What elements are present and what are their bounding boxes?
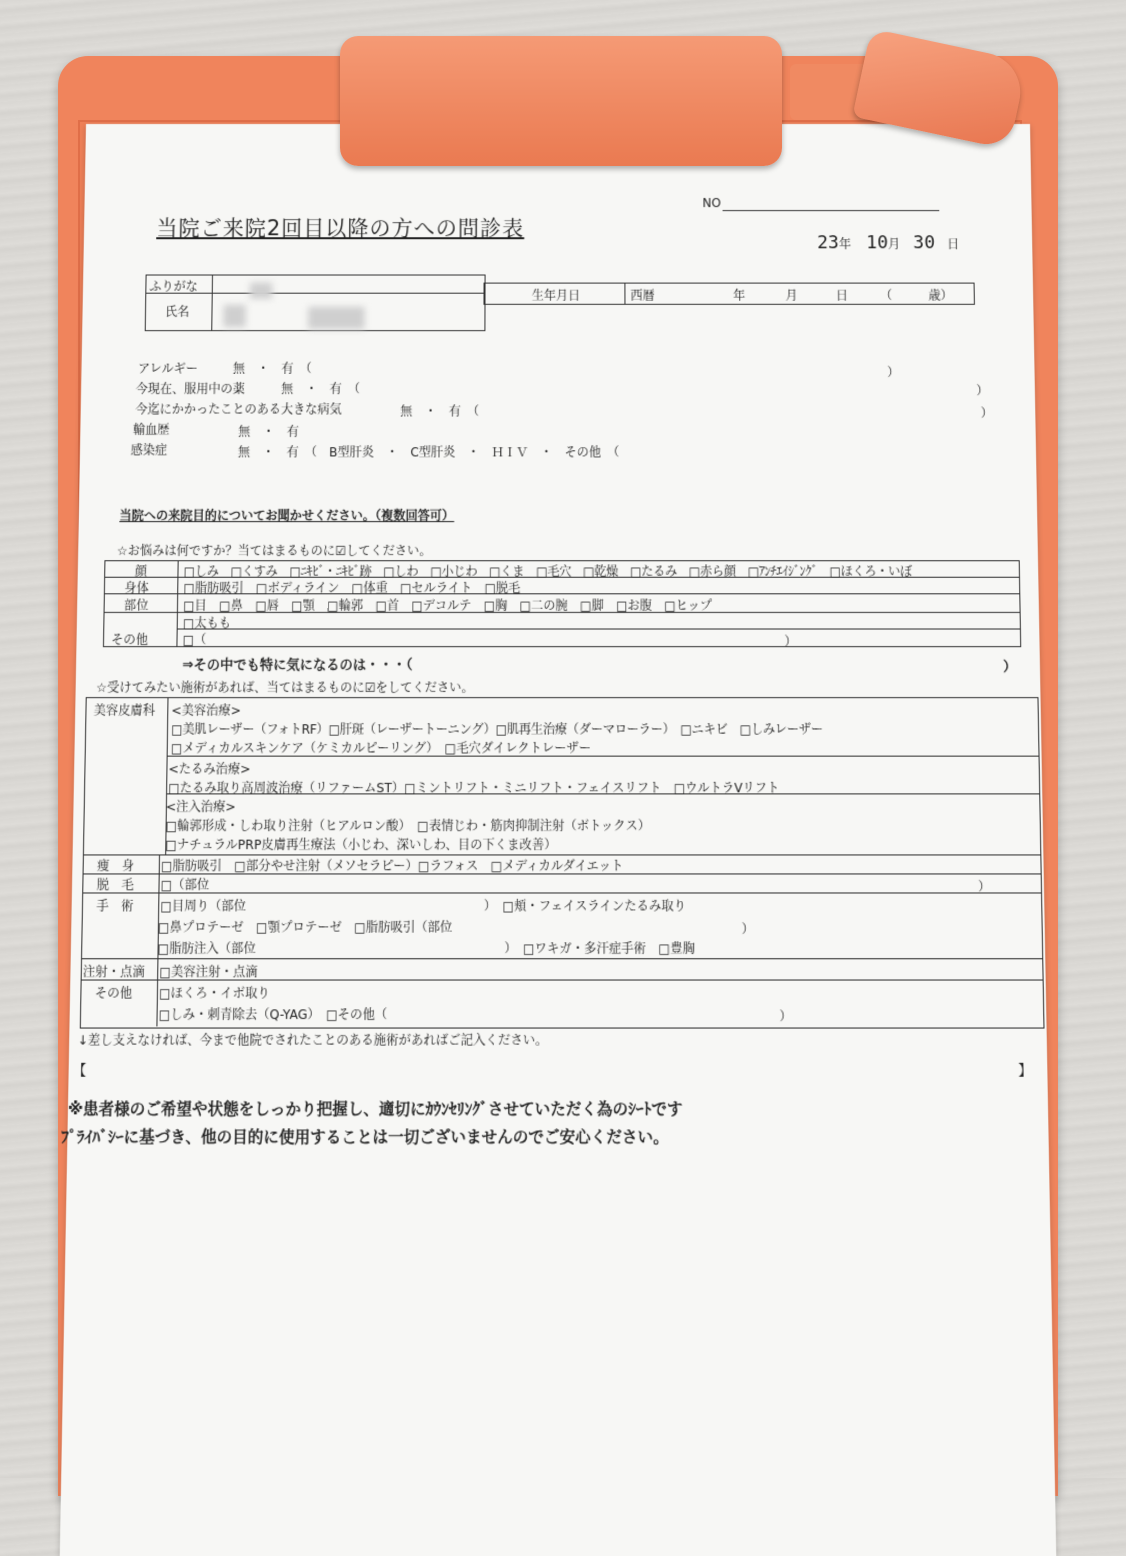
derm-label: 美容皮膚科 bbox=[93, 703, 156, 718]
redacted-furigana bbox=[250, 283, 272, 299]
beauty-options-1[interactable]: □美肌レーザー（フォトRF）□肝斑（レーザートーニング）□肌再生治療（ダーマローラー） □ニキビ □しみレーザー bbox=[171, 722, 823, 737]
drip-label: 注射・点滴 bbox=[82, 964, 145, 980]
page-title: 当院ご来院2回目以降の方への問診表 bbox=[156, 216, 525, 241]
drip-option[interactable]: □美容注射・点滴 bbox=[159, 964, 258, 980]
furigana-label: ふりがな bbox=[149, 279, 198, 294]
illness-options[interactable]: 無 ・ 有 （ bbox=[400, 404, 480, 419]
surgery-option-eye[interactable]: □目周り（部位 bbox=[160, 898, 247, 914]
slim-label: 痩 身 bbox=[96, 858, 135, 874]
worry-other-label: その他 bbox=[111, 632, 149, 648]
age-field[interactable]: （ 歳） bbox=[880, 288, 953, 303]
treatment-heading: ☆受けてみたい施術があれば、当てはまるものに☑をしてください。 bbox=[95, 680, 474, 696]
date-year: 23 bbox=[817, 232, 840, 254]
redacted-name-2 bbox=[308, 307, 365, 329]
surgery-option-fat[interactable]: □脂肪注入（部位 bbox=[157, 941, 257, 957]
worry-area-options[interactable]: □目 □鼻 □唇 □顎 □輪郭 □首 □デコルテ □胸 □二の腕 □脚 □お腹 □ヒップ bbox=[183, 598, 713, 613]
allergy-options[interactable]: 無 ・ 有 （ bbox=[232, 361, 312, 376]
injection-options-1[interactable]: □輪郭形成・しわ取り注射（ヒアルロン酸） □表情じわ・筋肉抑制注射（ボトックス） bbox=[165, 818, 651, 834]
worry-body-label: 身体 bbox=[124, 580, 149, 596]
hair-removal-option[interactable]: □（部位 bbox=[160, 877, 210, 893]
prior-treatment-note: ↓差し支えなければ、今まで他院でされたことのある施術があればご記入ください。 bbox=[77, 1032, 548, 1048]
footer-notice-2: ﾌﾟﾗｲﾊﾞｼｰに基づき、他の目的に使用することは一切ございませんのでご安心ください。 bbox=[61, 1127, 669, 1147]
injection-heading: <注入治療> bbox=[165, 799, 236, 815]
worry-thigh-option[interactable]: □太もも bbox=[182, 616, 232, 631]
worry-face-options[interactable]: □しみ □くすみ □ﾆｷﾋﾞ・ﾆｷﾋﾞ跡 □しわ □小じわ □くま □毛穴 □乾燥 □たるみ □赤ら顔 □ｱﾝﾁｴｲｼﾞﾝｸﾞ □ほくろ・いぼ bbox=[183, 564, 913, 579]
date-day: 30 bbox=[913, 232, 936, 254]
worry-heading: ☆お悩みは何ですか？当てはまるものに☑してください。 bbox=[116, 543, 432, 559]
bracket-open: 【 bbox=[72, 1062, 87, 1079]
medication-label: 今現在、服用中の薬 bbox=[135, 381, 245, 397]
beauty-options-2[interactable]: □メディカルスキンケア（ケミカルピーリング） □毛穴ダイレクトレーザー bbox=[170, 740, 591, 756]
date-month: 10 bbox=[866, 232, 889, 254]
concern-line[interactable]: ⇒その中でも特に気になるのは・・・（ bbox=[182, 657, 413, 674]
clipboard-clip[interactable] bbox=[340, 36, 782, 166]
worry-face-label: 顔 bbox=[134, 564, 148, 579]
birth-label: 生年月日 bbox=[531, 288, 581, 303]
worry-other-option[interactable]: □（ bbox=[182, 632, 207, 648]
footer-notice-1: ※患者様のご希望や状態をしっかり把握し、適切にｶｳﾝｾﾘﾝｸﾞさせていただく為のｼｰﾄです bbox=[67, 1099, 683, 1119]
transfusion-label: 輸血歴 bbox=[132, 422, 170, 438]
worry-body-options[interactable]: □脂肪吸引 □ボディライン □体重 □セルライト □脱毛 bbox=[183, 580, 521, 596]
surgery-option-face[interactable]: ） □頬・フェイスラインたるみ取り bbox=[483, 898, 687, 914]
infection-options[interactable]: 無 ・ 有 （ B型肝炎 ・ C型肝炎 ・ ＨＩＶ ・ その他 （ bbox=[237, 445, 620, 460]
date: 23年 10月 30 日 bbox=[817, 232, 960, 254]
slim-options[interactable]: □脂肪吸引 □部分やせ注射（メソセラピー）□ラフォス □メディカルダイエット bbox=[160, 858, 624, 874]
other-options-2[interactable]: □しみ・刺青除去（Q-YAG） □その他（ bbox=[158, 1007, 388, 1023]
era-label: 西暦 bbox=[630, 288, 655, 303]
worry-area-label: 部位 bbox=[123, 598, 149, 613]
other-label: その他 bbox=[94, 985, 133, 1001]
redacted-name-1 bbox=[223, 305, 245, 327]
transfusion-options[interactable]: 無 ・ 有 bbox=[238, 424, 300, 440]
sag-heading: <たるみ治療> bbox=[168, 761, 251, 777]
surgery-options-3[interactable]: ） □ワキガ・多汗症手術 □豊胸 bbox=[504, 941, 695, 957]
other-option-mole[interactable]: □ほくろ・イボ取り bbox=[158, 985, 271, 1001]
purpose-heading: 当院への来院目的についてお聞かせください。（複数回答可） bbox=[119, 508, 455, 524]
beauty-heading: <美容治療> bbox=[171, 703, 242, 718]
name-label: 氏名 bbox=[165, 304, 190, 319]
sag-options[interactable]: □たるみ取り高周波治療（リファームST）□ミントリフト・ミニリフト・フェイスリフト □ウルトラVリフト bbox=[168, 780, 780, 796]
hair-removal-label: 脱 毛 bbox=[96, 877, 134, 893]
surgery-label: 手 術 bbox=[96, 898, 134, 914]
questionnaire-sheet: NO 当院ご来院2回目以降の方への問診表 23年 10月 30 日 ふりがな 氏名 生年月日 西暦 年 月 日 （ 歳） アレルギー 無 ・ 有 （ ） 今現在、服用中の薬 無 ・ 有 （ ） 今迄にかかったことのある大きな病気 無 ・ 有 （ ） 輸血歴 無 ・ 有 感染症 無 ・ 有 （ B型肝炎 ・ C型肝炎 ・ ＨＩＶ ・ その他 （ 当院への来院目的についてお聞かせください。（複数回答可） ☆お悩みは何ですか？当てはまるものに☑してください。 顔 □しみ □くすみ □ﾆｷﾋﾞ・ﾆｷﾋﾞ跡 □しわ □小じわ □くま □毛穴 □乾燥 □たるみ □赤ら顔 □ｱﾝﾁｴｲｼﾞﾝｸﾞ □ほくろ・いぼ 身体 □脂肪吸引 □ボディライン □体重 □セルライト □脱毛 部位 □目 □鼻 □唇 □顎 □輪郭 □首 □デコルテ □胸 □二の腕 □脚 □お腹 □ヒップ □太もも その他 □（ ） ⇒その中でも特に気になるのは・・・（ ） ☆受けてみたい施術があれば、当てはまるものに☑をしてください。 美容皮膚科 <美容治療> □美肌レーザー（フォトRF）□肝斑（レーザートーニング）□肌再生治療（ダーマローラー） □ニキビ □しみレーザー □メディカルスキンケア（ケミカルピーリング） □毛穴ダイレクトレーザー <たるみ治療> □たるみ取り高周波治療（リファームST）□ミントリフト・ミニリフト・フェイスリフト □ウルトラVリフト <注入治療> □輪郭形成・しわ取り注射（ヒアルロン酸） □表情じわ・筋肉抑制注射（ボトックス） □ナチュラルPRP皮膚再生療法（小じわ、深いしわ、目の下くま改善） 痩 身 □脂肪吸引 □部分やせ注射（メソセラピー）□ラフォス □メディカルダイエット 脱 毛 □（部位 ） 手 術 □目周り（部位 ） □頬・フェイスラインたるみ取り □鼻プロテーゼ □顎プロテーゼ □脂肪吸引（部位 ） □脂肪注入（部位 ） □ワキガ・多汗症手術 □豊胸 注射・点滴 □美容注射・点滴 その他 □ほくろ・イボ取り □しみ・刺青除去（Q-YAG） □その他（ ） ↓差し支えなければ、今まで他院でされたことのある施術があればご記入ください。 【 】 ※患者様のご希望や状態をしっかり把握し、適切にｶｳﾝｾﾘﾝｸﾞさせていただく為のｼｰﾄです ﾌﾟﾗｲﾊﾞｼｰに基づき、他の目的に使用することは一切ございませんのでご安心ください。 bbox=[60, 124, 1057, 1556]
illness-label: 今迄にかかったことのある大きな病気 bbox=[135, 402, 342, 417]
injection-options-2[interactable]: □ナチュラルPRP皮膚再生療法（小じわ、深いしわ、目の下くま改善） bbox=[165, 837, 557, 853]
medication-options[interactable]: 無 ・ 有 （ bbox=[281, 381, 361, 397]
bracket-close: 】 bbox=[1018, 1062, 1032, 1079]
allergy-label: アレルギー bbox=[137, 361, 198, 376]
no-field[interactable] bbox=[723, 210, 940, 211]
infection-label: 感染症 bbox=[130, 443, 168, 458]
surgery-options-2[interactable]: □鼻プロテーゼ □顎プロテーゼ □脂肪吸引（部位 bbox=[157, 919, 453, 935]
no-label: NO bbox=[702, 196, 721, 211]
